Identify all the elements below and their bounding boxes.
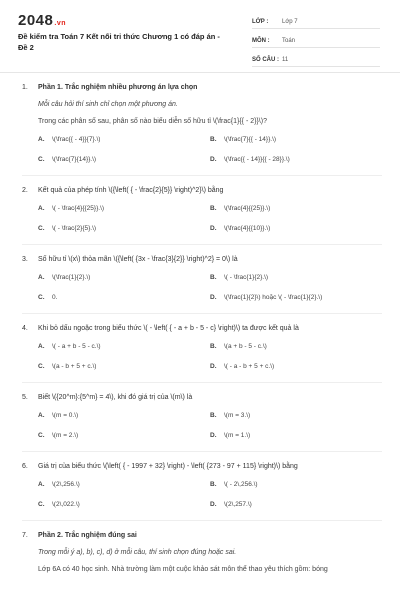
option-letter: C. [38,225,45,232]
answer-option[interactable] [210,135,382,145]
question-number: 6. [22,463,28,470]
questions-list [0,82,400,575]
option-letter: C. [38,294,45,301]
question-text: Phần 1. Trắc nghiệm nhiều phương án lựa chọn [38,84,198,91]
option-text: \( - \frac{2}{5}.\) [52,225,97,232]
question-header [22,461,382,472]
answer-option[interactable] [38,362,210,372]
answer-options [38,411,382,441]
answer-option[interactable] [38,500,210,510]
question-header [22,392,382,403]
answer-option[interactable] [38,411,210,421]
option-letter: D. [210,501,217,508]
meta-row-subject [252,34,380,48]
option-text: \(a - b + 5 + c.\) [52,363,97,370]
question-divider [22,313,382,314]
option-text: \(2\,257.\) [224,501,252,508]
option-letter: B. [210,205,217,212]
question-text: Kết quả của phép tính \({\left( { - \frac{2}{5}} \right)^2}\) bằng [38,187,224,194]
question-number: 3. [22,256,28,263]
answer-option[interactable] [38,135,210,145]
question-text: Số hữu tỉ \(x\) thỏa mãn \({\left( {3x - \frac{3}{2}} \right)^2} = 0\) là [38,256,238,263]
question-instruction: Mỗi câu hỏi thí sinh chỉ chọn một phương án. [38,101,178,108]
option-text: \(\frac{1}{2}\) hoặc \( - \frac{1}{2}.\) [224,294,323,301]
question-header [22,323,382,334]
question-header [22,254,382,265]
question-text: Phần 2. Trắc nghiệm đúng sai [38,532,137,539]
option-letter: A. [38,136,45,143]
option-letter: D. [210,432,217,439]
question-item [22,254,382,314]
option-text: \( - \frac{4}{{25}}.\) [52,205,105,212]
option-letter: C. [38,432,45,439]
question-divider [22,451,382,452]
option-letter: A. [38,481,45,488]
option-letter: D. [210,156,217,163]
option-text: \(m = 3.\) [224,412,251,419]
question-number: 1. [22,84,28,91]
option-text: \(\frac{7}{14}}.\) [52,156,97,163]
answer-option[interactable] [210,411,382,421]
question-number: 4. [22,325,28,332]
meta-value: Toán [282,37,296,44]
answer-option[interactable] [210,293,382,303]
meta-value: Lớp 7 [282,18,298,25]
meta-value: 11 [282,56,289,63]
option-letter: B. [210,343,217,350]
meta-info [252,15,380,72]
document-title: Đề kiểm tra Toán 7 Kết nối tri thức Chương 1 có đáp án - Đề 2 [18,32,220,52]
answer-option[interactable] [38,342,210,352]
option-text: \(\frac{{ - 14}}{{ - 28}}.\) [224,156,290,163]
meta-row-class [252,15,380,29]
option-letter: A. [38,274,45,281]
answer-option[interactable] [38,431,210,441]
question-item [22,392,382,452]
option-text: \(a + b - 5 - c.\) [224,343,267,350]
option-text: \(m = 2.\) [52,432,79,439]
answer-options [38,135,382,165]
answer-option[interactable] [210,155,382,165]
question-item [22,323,382,383]
option-text: \( - 2\,256.\) [224,481,258,488]
option-text: \(\frac{1}{2}.\) [52,274,91,281]
question-number: 2. [22,187,28,194]
option-letter: D. [210,225,217,232]
option-letter: C. [38,363,45,370]
answer-option[interactable] [38,155,210,165]
answer-option[interactable] [210,480,382,490]
option-text: \( - a - b + 5 + c.\) [224,363,275,370]
question-text: Khi bỏ dấu ngoặc trong biểu thức \( - \left( { - a + b - 5 - c} \right)\) ta được kết quả là [38,325,299,332]
option-letter: A. [38,343,45,350]
logo-main: 2048 [18,12,54,29]
meta-label: SỐ CÂU : [252,56,279,63]
answer-option[interactable] [38,204,210,214]
option-letter: D. [210,363,217,370]
answer-option[interactable] [210,342,382,352]
answer-option[interactable] [38,480,210,490]
option-letter: B. [210,274,217,281]
question-prompt: Lớp 6A có 40 học sinh. Nhà trường làm một cuộc khảo sát môn thể thao yêu thích gồm: bóng [38,566,328,573]
option-text: \(\frac{4}{{25}}.\) [224,205,271,212]
option-text: \(m = 1.\) [224,432,251,439]
option-letter: A. [38,205,45,212]
question-text: Giá trị của biểu thức \(\left( { - 1997 + 32} \right) - \left( {273 - 97 + 115} \right)\) bằng [38,463,298,470]
answer-option[interactable] [210,362,382,372]
option-text: \(m = 0.\) [52,412,79,419]
question-item [22,82,382,176]
logo-suffix: .vn [54,20,66,27]
question-number: 7. [22,532,28,539]
question-item [22,530,382,575]
site-logo[interactable] [18,12,66,29]
question-divider [22,244,382,245]
question-divider [22,520,382,521]
question-item [22,461,382,521]
meta-label: LỚP : [252,18,269,25]
answer-options [38,342,382,372]
answer-option[interactable] [210,204,382,214]
answer-option[interactable] [210,273,382,283]
question-divider [22,382,382,383]
answer-option[interactable] [210,431,382,441]
answer-option[interactable] [38,293,210,303]
option-letter: B. [210,136,217,143]
option-text: \(\frac{4}{{10}}.\) [224,225,271,232]
answer-option[interactable] [38,224,210,234]
meta-label: MÔN : [252,37,270,44]
question-header [22,185,382,196]
option-text: \(\frac{{ - 4}}{7}.\) [52,136,101,143]
option-text: 0. [52,294,58,301]
question-number: 5. [22,394,28,401]
page-header [0,0,400,73]
option-letter: D. [210,294,217,301]
option-text: \(2\,256.\) [52,481,80,488]
question-header [22,82,382,93]
answer-option[interactable] [210,224,382,234]
question-divider [22,175,382,176]
question-prompt: Trong các phân số sau, phân số nào biểu diễn số hữu tỉ \(\frac{1}{{ - 2}}\)? [38,118,267,125]
option-text: \( - a + b - 5 - c.\) [52,343,101,350]
question-item [22,185,382,245]
question-text: Biết \({20^m}:{5^m} = 4\), khi đó giá trị của \(m\) là [38,394,193,401]
answer-option[interactable] [38,273,210,283]
option-letter: C. [38,501,45,508]
question-instruction: Trong mỗi ý a), b), c), d) ở mỗi câu, thí sinh chọn đúng hoặc sai. [38,549,237,556]
option-text: \( - \frac{1}{2}.\) [224,274,269,281]
option-letter: B. [210,412,217,419]
option-letter: C. [38,156,45,163]
question-header [22,530,382,541]
answer-option[interactable] [210,500,382,510]
option-text: \(2\,022.\) [52,501,80,508]
option-text: \(\frac{7}{{ - 14}}.\) [224,136,277,143]
answer-options [38,204,382,234]
meta-row-count [252,53,380,67]
answer-options [38,273,382,303]
answer-options [38,480,382,510]
option-letter: A. [38,412,45,419]
option-letter: B. [210,481,217,488]
